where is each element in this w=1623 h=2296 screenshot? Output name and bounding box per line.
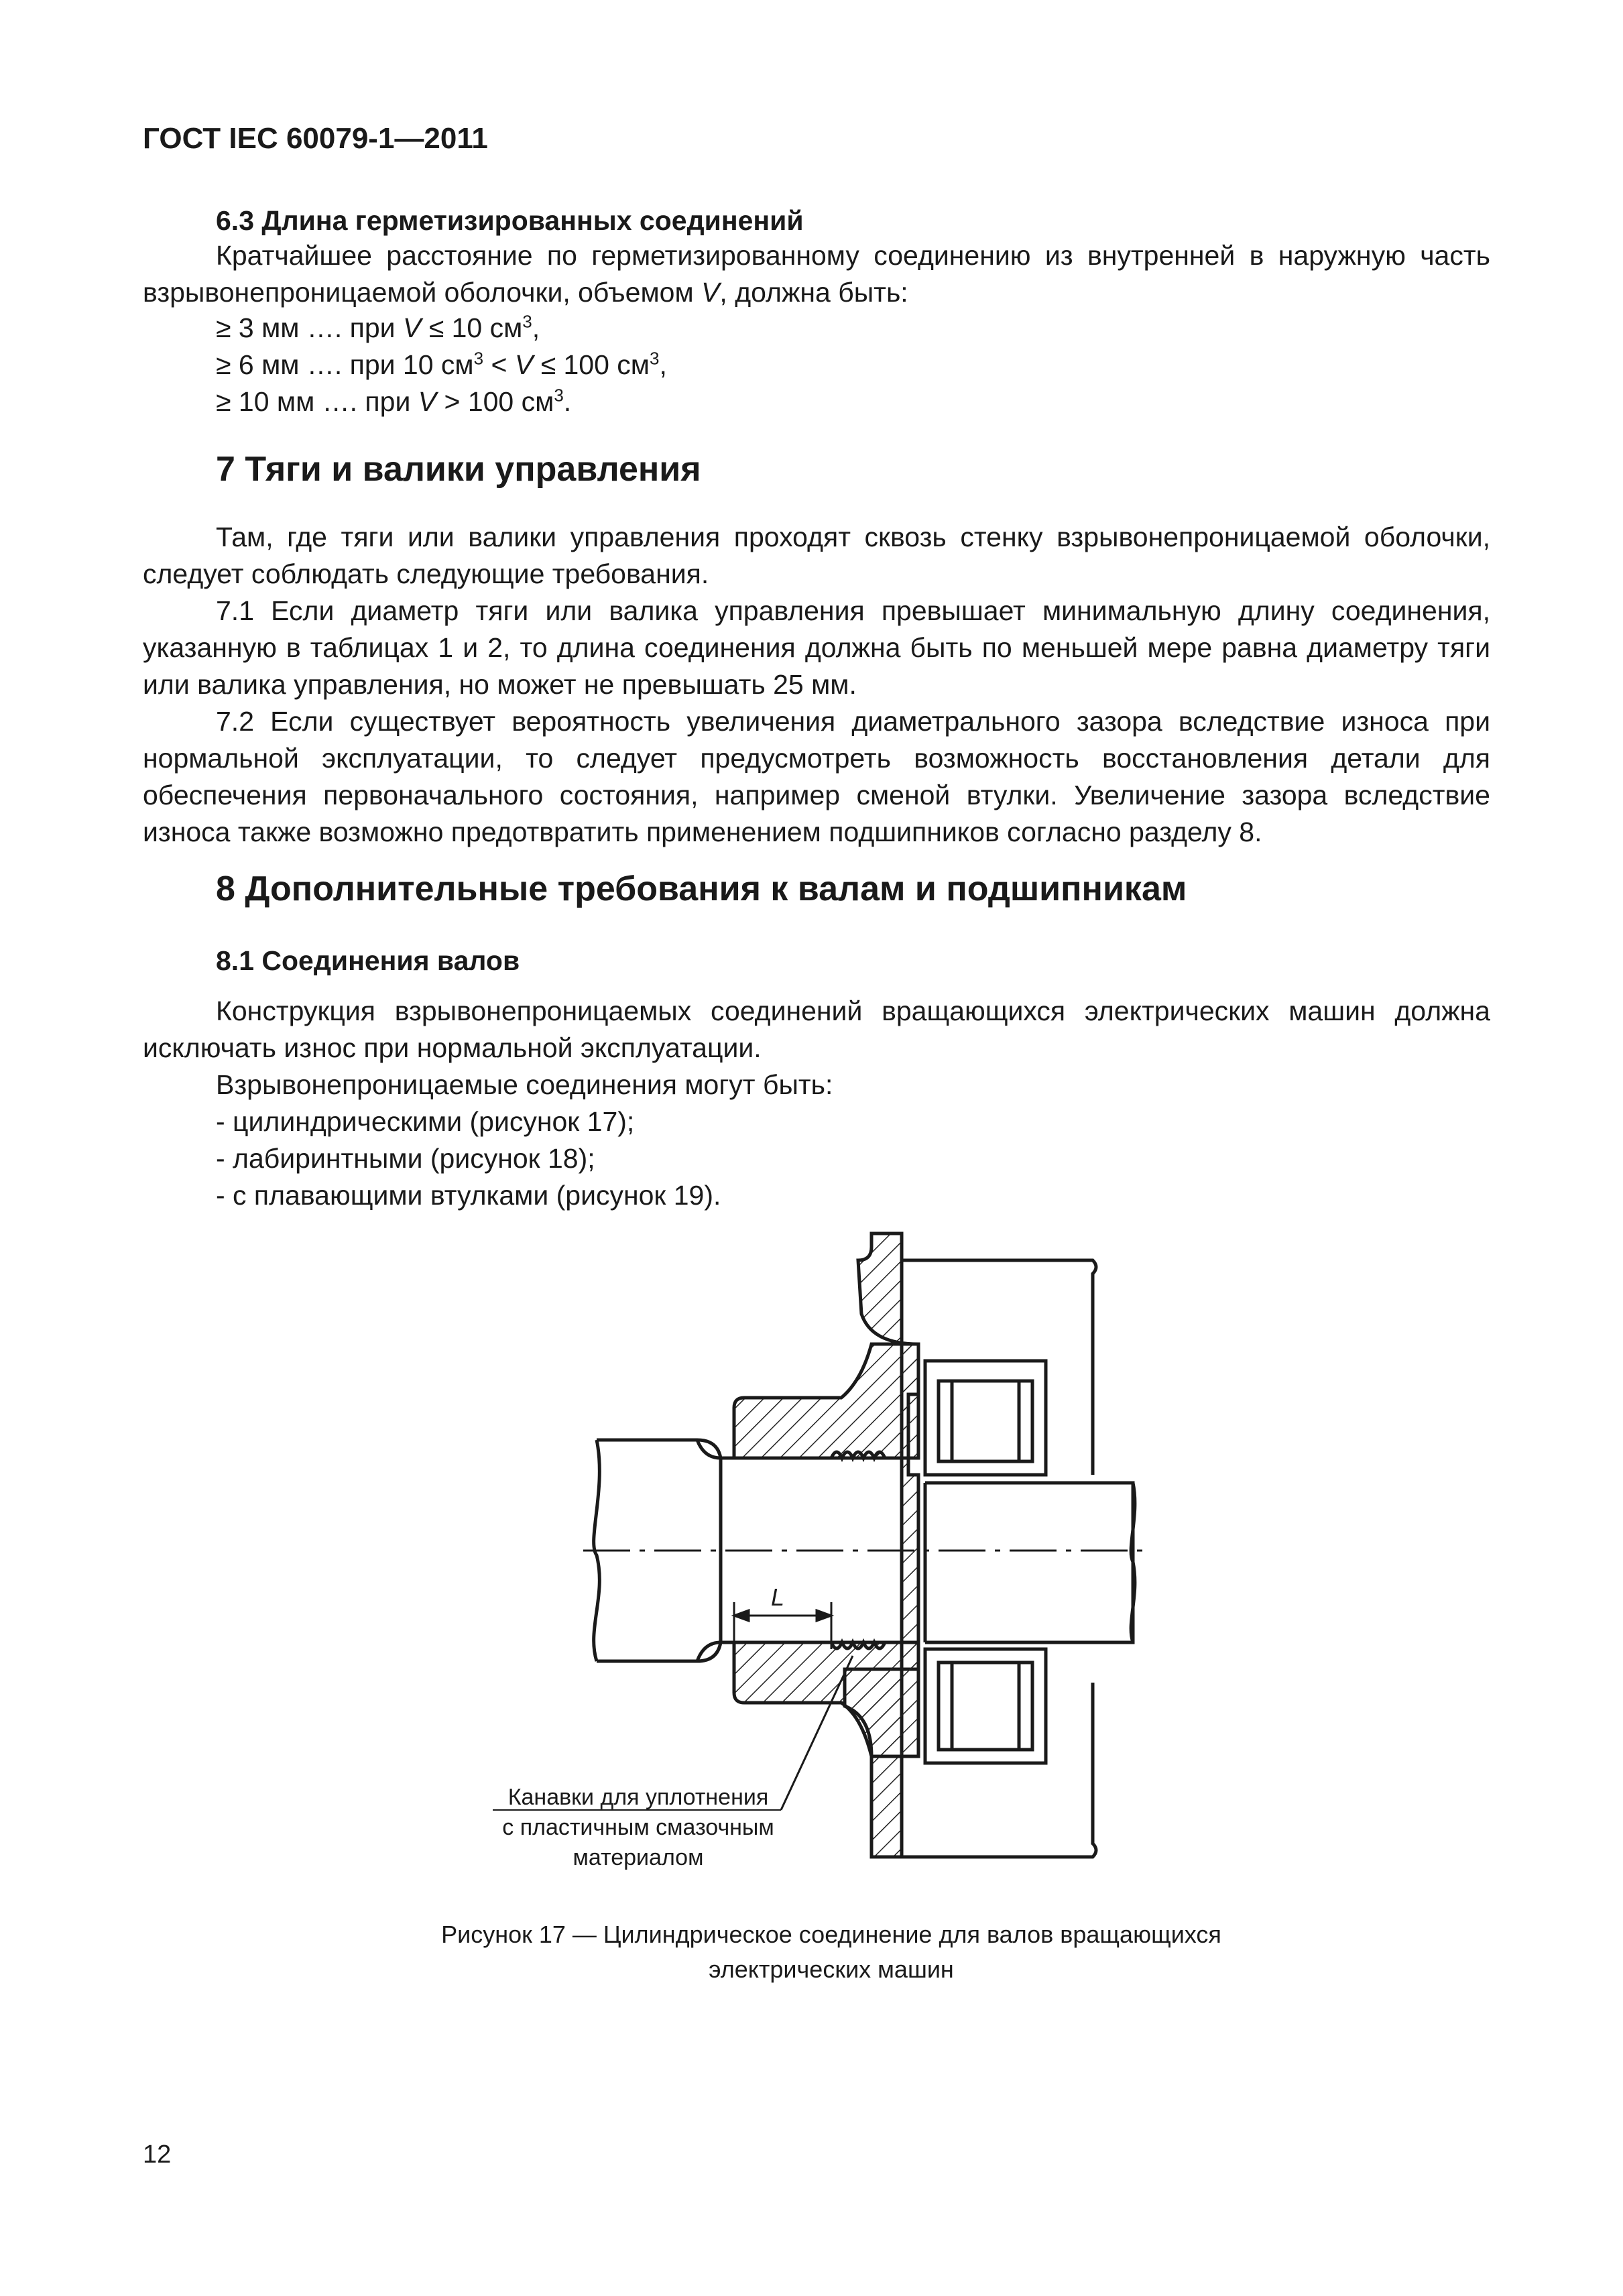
section-6-3-title: 6.3 Длина герметизированных соединений <box>216 205 804 236</box>
section-8-1-lead: Взрывонепроницаемые соединения могут быть: <box>216 1069 833 1100</box>
page-number: 12 <box>143 2140 172 2169</box>
list-item: - лабиринтными (рисунок 18); <box>216 1143 595 1174</box>
sleeve-bottom <box>734 1642 918 1756</box>
section-6-3-intro: Кратчайшее расстояние по герметизированному соединению из внутренней в наружную часть взрывонепроницаемой оболочки, объемом V, должна быть: <box>143 240 1490 308</box>
callout-line-1: Канавки для уплотнения <box>507 1785 769 1810</box>
bearing-top <box>925 1361 1046 1475</box>
document-code: ГОСТ IEC 60079-1—2011 <box>143 122 488 155</box>
section-8-1-title: 8.1 Соединения валов <box>216 945 520 976</box>
paragraph-7-1: 7.1 Если диаметр тяги или валика управления превышает минимальную длину соединения, указанную в таблицах 1 и 2, то длина соединения должна быть по меньшей мере равна диаметру тяги или валика управления, но может не превышать 25 мм. <box>143 595 1490 700</box>
sleeve-top <box>734 1344 918 1458</box>
callout-line-2: с пластичным смазочным <box>502 1815 774 1840</box>
list-item: - цилиндрическими (рисунок 17); <box>216 1106 635 1137</box>
section-7-intro: Там, где тяги или валики управления проходят сквозь стенку взрывонепроницаемой оболочки, следует соблюдать следующие требования. <box>143 522 1490 589</box>
figure-caption: Рисунок 17 — Цилиндрическое соединение для валов вращающихся электрических машин <box>441 1921 1221 1983</box>
callout-line-3: материалом <box>573 1845 704 1870</box>
paragraph-7-2: 7.2 Если существует вероятность увеличения диаметрального зазора вследствие износа при нормальной эксплуатации, то следует предусмотреть возможность восстановления детали для обеспечения первоначального состояния, например сменой втулки. Увеличение зазора вследствие износа также возможно предотвратить применением подшипников согласно разделу 8. <box>143 706 1490 847</box>
bearing-bottom <box>925 1649 1046 1763</box>
section-8-title: 8 Дополнительные требования к валам и подшипникам <box>216 869 1187 908</box>
list-item: ≥ 6 мм …. при 10 $см^3 < V \le 100$ $см^3$, <box>216 348 667 380</box>
dimension-label: L <box>770 1583 785 1611</box>
flange-wall <box>845 1233 918 1857</box>
list-item: - с плавающими втулками (рисунок 19). <box>216 1180 721 1211</box>
section-7-title: 7 Тяги и валики управления <box>216 450 701 489</box>
housing <box>902 1260 1096 1857</box>
list-item: ≥ 3 мм …. при V ≤ 10 $см^3$, <box>216 311 540 343</box>
section-8-1-paragraph: Конструкция взрывонепроницаемых соединений вращающихся электрических машин должна исключать износ при нормальной эксплуатации. <box>143 995 1490 1063</box>
list-item: ≥ 10 мм …. при V > 100 $см^3$. <box>216 385 572 417</box>
